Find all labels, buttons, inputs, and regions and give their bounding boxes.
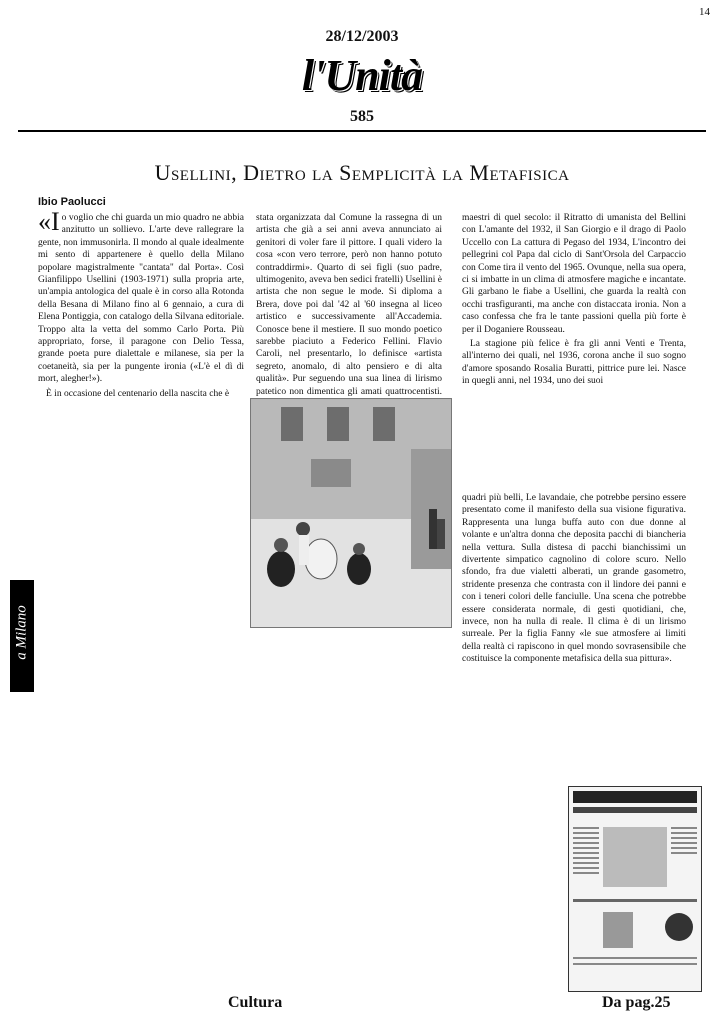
- article-column-2: [256, 212, 442, 425]
- page-thumbnail: [568, 786, 702, 992]
- paragraph: maestri di quel secolo: il Ritratto di umanista del Bellini con L'amante del 1932, il San Giorgio e il drago di Paolo Uccello con La cattura di Pegaso del 1934, L'incontro dei pellegrini col Papa dal ciclo di Sant'Orsola del Carpaccio con Come tira il vento del 1965. Ovunque, nella sua opera, ci si imbatte in un clima di atmosfere magiche e incantate. Gli garbano le fiabe a Usellini, che guarda la realtà con occhi trasfiguranti, ma anche con distaccata ironia. Non a caso confessa che fra le tante passioni quella più forte è per il Doganiere Rousseau.: [462, 213, 686, 335]
- article-headline: Usellini, Dietro la Semplicità la Metafisica: [154, 160, 570, 185]
- paragraph: stata organizzata dal Comune la rassegna di un artista che già a sei anni aveva annunciato ai genitori di voler fare il pittore. I quali videro la cosa «con vero terrore, però non hanno potuto contraddirmi». Quarto di sei figli (suo padre, ultimogenito, aveva ben sedici fratelli) Usellini è artista che non segue le mode. Si diploma a Brera, dove poi dal '42 al '60 insegna al liceo artistico e successivamente all'Accademia. Conosce bene il mestiere. Il suo mondo poetico sarebbe piaciuto a Federico Fellini. Flavio Caroli, nel presentarlo, lo definisce «artista segreto, anomalo, di alto pensiero e di alta qualità». Pur seguendo una sua linea di lirismo patetico non dimentica gli amati quattrocentisti.: [256, 213, 442, 397]
- issue-number: 585: [350, 108, 374, 125]
- painting-photo: [250, 398, 452, 628]
- page-number: 14: [699, 6, 710, 18]
- newspaper-masthead: l'Unità: [301, 51, 423, 100]
- section-sidebar-tag: [10, 580, 34, 692]
- paragraph: o voglio che chi guarda un mio quadro ne abbia anzitutto un sollievo. L'arte deve rallegrare la gente, non immusonirla. Il mondo al quale idealmente mi sento di appartenere è quello della Milano popolare magistralmente "cantata" dal Porta». Così Gianfilippo Usellini (1903-1971) sulla propria arte, un'ampia antologica del quale è in corso alla Rotonda della Besana di Milano fino al 6 gennaio, a cura di Elena Pontiggia, con catalogo della Silvana editoriale. Troppo alta la vetta del sommo Carlo Porta. Più appropriato, forse, il paragone con Delio Tessa, grande poeta pure dialettale e milanese, sia per la coetaneità, sia per la pungente ironia («L'è el dì di mort, alegher!»).: [38, 213, 244, 385]
- section-label: Cultura: [228, 994, 283, 1011]
- source-page-label: Da pag.25: [602, 994, 671, 1011]
- article-column-1: [38, 207, 244, 402]
- paragraph: quadri più belli, Le lavandaie, che potrebbe persino essere presentato come il manifesto della sua visione figurativa. Rappresenta una lunga buffa auto con due donne al volante e un'altra donna che deposita pacchi di biancheria nella vettura. Sulla distesa di pacchi bianchissimi un divertente simpatico cagnolino di colore scuro. Nello sfondo, fra due vialetti alberati, un grande gasometro, stridente presenza che contrasta con il lindore dei panni e con i teneri colori delle fanciulle. Una scena che potrebbe essere considerata normale, di gesti quotidiani, che, invece, non ha nulla di reale. Il clima è di un lirismo surreale. Per la figlia Fanny «le sue atmosfere ai limiti della realtà ci rapiscono in quel mondo sovrasensibile che costituisce la componente metafisica della sua pittura».: [462, 493, 686, 665]
- article-column-4: [462, 492, 686, 668]
- paragraph: È in occasione del centenario della nascita che è: [46, 388, 230, 399]
- paragraph: La stagione più felice è fra gli anni Venti e Trenta, all'interno dei quali, nel 1936, corona anche il suo sogno d'amore sposando Rosalia Buratti, pittrice pure lei. Nasce in quegli anni, nel 1934, uno dei suoi: [462, 339, 686, 387]
- section-sidebar-label: a Milano: [13, 605, 30, 660]
- article-author: Ibio Paolucci: [38, 196, 106, 208]
- drop-cap: «I: [38, 207, 60, 236]
- article-column-3: [462, 212, 686, 390]
- issue-date: 28/12/2003: [325, 28, 399, 45]
- header-divider: [18, 130, 706, 132]
